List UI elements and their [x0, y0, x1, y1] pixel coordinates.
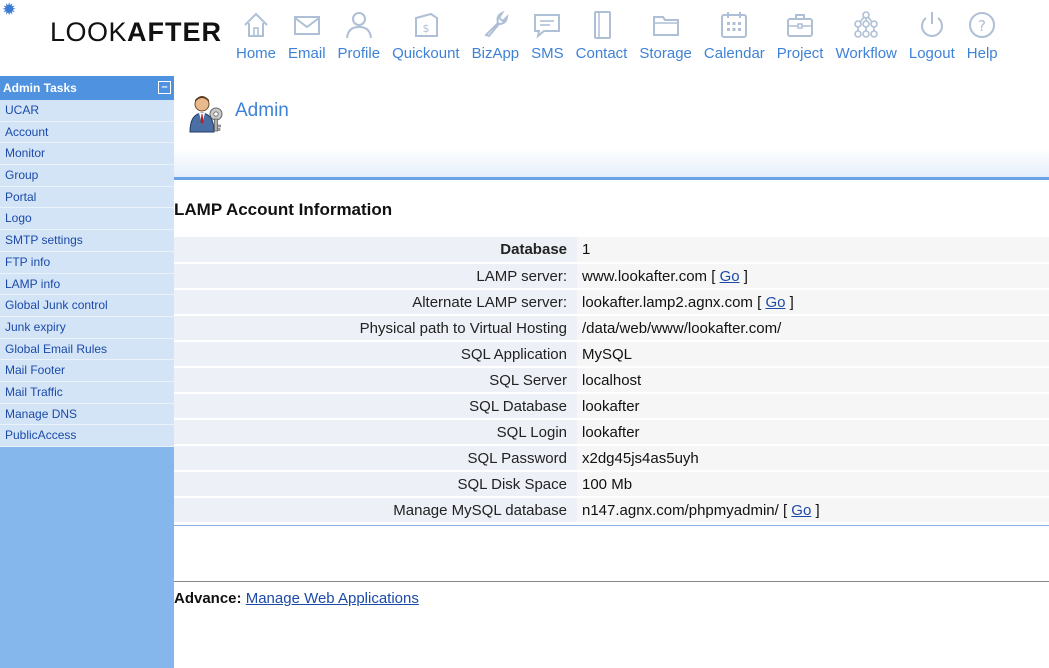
nav-label: Help [966, 45, 998, 62]
table-row [174, 419, 1049, 445]
table-row [174, 289, 1049, 315]
nav-label: SMS [531, 45, 564, 62]
top-header [0, 0, 1049, 76]
nav-email[interactable] [282, 8, 332, 68]
sidebar [0, 76, 174, 668]
sidebar-item-smtp-settings[interactable]: SMTP settings [0, 230, 174, 252]
advance-row [174, 590, 419, 607]
help-icon [967, 8, 997, 42]
power-icon [917, 8, 947, 42]
logo-text-bold: AFTER [127, 17, 223, 47]
row-label: LAMP server: [174, 263, 577, 289]
nav-label: Calendar [703, 45, 765, 62]
sidebar-item-junk-expiry[interactable]: Junk expiry [0, 317, 174, 339]
sidebar-item-ftp-info[interactable]: FTP info [0, 252, 174, 274]
sidebar-item-account[interactable]: Account [0, 122, 174, 144]
sidebar-item-manage-dns[interactable]: Manage DNS [0, 404, 174, 426]
manage-web-applications-link[interactable]: Manage Web Applications [245, 590, 419, 607]
row-label: SQL Database [174, 393, 577, 419]
row-value-cell [577, 419, 1049, 445]
row-value-cell [577, 237, 1049, 263]
sidebar-item-lamp-info[interactable]: LAMP info [0, 274, 174, 296]
nav-help[interactable] [961, 8, 1004, 68]
admin-user-icon [188, 94, 226, 134]
page-header [174, 76, 1049, 180]
go-link[interactable]: Go [765, 293, 786, 311]
sidebar-item-logo[interactable]: Logo [0, 208, 174, 230]
sidebar-item-group[interactable]: Group [0, 165, 174, 187]
nav-label: Email [288, 45, 326, 62]
row-value: MySQL [582, 345, 633, 363]
table-row [174, 237, 1049, 263]
row-value-suffix: ] [739, 267, 748, 285]
row-value-cell [577, 471, 1049, 497]
table-row [174, 393, 1049, 419]
nav-label: Logout [908, 45, 955, 62]
row-value-suffix: ] [811, 501, 820, 519]
calendar-icon [719, 8, 749, 42]
collapse-icon[interactable]: – [158, 81, 171, 94]
sidebar-title: Admin Tasks [3, 81, 77, 95]
advance-label: Advance: [174, 590, 242, 607]
row-value: n147.agnx.com/phpmyadmin/ [ [582, 501, 792, 519]
nav-label: Project [776, 45, 824, 62]
phone-icon [587, 8, 617, 42]
sidebar-item-global-email-rules[interactable]: Global Email Rules [0, 339, 174, 361]
envelope-icon [292, 8, 322, 42]
sidebar-list [0, 100, 174, 447]
row-value-cell [577, 315, 1049, 341]
table-row [174, 497, 1049, 523]
row-value-suffix: ] [785, 293, 794, 311]
table-row [174, 445, 1049, 471]
lamp-info-table [174, 237, 1049, 524]
logo[interactable] [50, 16, 222, 48]
row-value-cell [577, 289, 1049, 315]
row-label: Physical path to Virtual Hosting [174, 315, 577, 341]
nav-bizapp[interactable] [466, 8, 526, 68]
home-icon [241, 8, 271, 42]
row-label: Manage MySQL database [174, 497, 577, 523]
row-value: lookafter [582, 423, 640, 441]
table-row [174, 263, 1049, 289]
table-row [174, 471, 1049, 497]
user-icon [344, 8, 374, 42]
go-link[interactable]: Go [719, 267, 740, 285]
row-value: 100 Mb [582, 475, 633, 493]
nav-home[interactable] [230, 8, 282, 68]
row-value-cell [577, 445, 1049, 471]
sidebar-item-portal[interactable]: Portal [0, 187, 174, 209]
wrench-icon [480, 8, 510, 42]
row-value: lookafter [582, 397, 640, 415]
row-value-cell [577, 497, 1049, 523]
chat-icon [532, 8, 562, 42]
main-content [174, 76, 1049, 668]
row-value: localhost [582, 371, 642, 389]
table-row [174, 341, 1049, 367]
folder-icon [651, 8, 681, 42]
nav-label: Home [236, 45, 277, 62]
svg-text:?: ? [978, 17, 987, 35]
row-value: 1 [582, 241, 591, 258]
nav-storage[interactable] [633, 8, 698, 68]
main-nav [230, 8, 1004, 68]
row-value: lookafter.lamp2.agnx.com [ [582, 293, 766, 311]
sidebar-item-publicaccess[interactable]: PublicAccess [0, 425, 174, 447]
page-title: Admin [235, 100, 289, 121]
nav-label: BizApp [471, 45, 520, 62]
nav-label: Profile [337, 45, 381, 62]
divider [174, 581, 1049, 582]
row-label: SQL Disk Space [174, 471, 577, 497]
row-label: SQL Application [174, 341, 577, 367]
sidebar-item-monitor[interactable]: Monitor [0, 143, 174, 165]
row-label: Database [174, 237, 577, 263]
svg-text:$: $ [422, 22, 430, 35]
briefcase-icon [785, 8, 815, 42]
sidebar-item-ucar[interactable]: UCAR [0, 100, 174, 122]
sparkle-icon: ✹ [2, 0, 17, 19]
money-icon [411, 8, 441, 42]
nav-contact[interactable] [570, 8, 634, 68]
nav-profile[interactable] [332, 8, 387, 68]
nav-label: Quickount [392, 45, 460, 62]
nav-label: Storage [639, 45, 692, 62]
nav-quickount[interactable] [386, 8, 466, 68]
row-value: www.lookafter.com [ [582, 267, 720, 285]
row-value-cell [577, 393, 1049, 419]
sidebar-header [0, 76, 174, 100]
nav-logout[interactable] [903, 8, 961, 68]
sidebar-item-mail-footer[interactable]: Mail Footer [0, 360, 174, 382]
logo-text-light: LOOK [50, 17, 128, 47]
network-icon [851, 8, 881, 42]
row-label: SQL Server [174, 367, 577, 393]
go-link[interactable]: Go [791, 501, 812, 519]
row-label: SQL Login [174, 419, 577, 445]
sidebar-item-mail-traffic[interactable]: Mail Traffic [0, 382, 174, 404]
nav-project[interactable] [771, 8, 830, 68]
table-row [174, 367, 1049, 393]
nav-calendar[interactable] [698, 8, 771, 68]
nav-sms[interactable] [525, 8, 570, 68]
row-value-cell [577, 341, 1049, 367]
nav-label: Workflow [835, 45, 897, 62]
row-label: SQL Password [174, 445, 577, 471]
nav-workflow[interactable] [829, 8, 902, 68]
table-row [174, 315, 1049, 341]
section-title: LAMP Account Information [174, 200, 393, 219]
row-value: /data/web/www/lookafter.com/ [582, 319, 782, 337]
nav-label: Contact [575, 45, 628, 62]
row-label: Alternate LAMP server: [174, 289, 577, 315]
row-value-cell [577, 367, 1049, 393]
divider [174, 525, 1049, 526]
row-value: x2dg45js4as5uyh [582, 449, 699, 467]
row-value-cell [577, 263, 1049, 289]
sidebar-item-global-junk-control[interactable]: Global Junk control [0, 295, 174, 317]
